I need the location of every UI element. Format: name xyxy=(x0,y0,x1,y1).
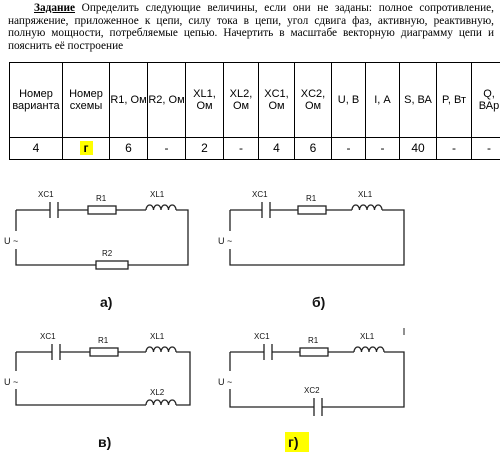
caption-d: г) xyxy=(288,434,299,450)
header-current: I, А xyxy=(366,63,400,138)
label-b-xc1: XC1 xyxy=(252,190,268,199)
label-c-xl1: XL1 xyxy=(150,332,165,341)
circuit-a xyxy=(4,190,188,310)
value-xl2: - xyxy=(224,138,259,160)
task-heading: Задание xyxy=(34,2,76,14)
label-c-xl2: XL2 xyxy=(150,388,165,397)
parameters-table xyxy=(9,62,500,160)
scheme-highlight: г xyxy=(80,141,93,155)
task-text: Определить следующие величины, если они не заданы: полное сопротивление, напряжение, приложенное к цепи, силу тока в цепи, угол сдвига фаз, активную, реактивную, полную мощности, потребляемые цепью. Начертить в масштабе векторную диаграмму цепи и пояснить её построение xyxy=(8,2,494,52)
header-variant-number: Номер варианта xyxy=(10,63,63,138)
header-r2: R2, Ом xyxy=(148,63,186,138)
task-statement xyxy=(8,2,494,52)
caption-b: б) xyxy=(312,294,326,310)
header-scheme-number: Номер схемы xyxy=(63,63,110,138)
value-current: - xyxy=(366,138,400,160)
header-active-power: P, Вт xyxy=(437,63,472,138)
value-scheme-number xyxy=(63,138,110,160)
label-d-r1: R1 xyxy=(308,336,319,345)
value-xl1: 2 xyxy=(186,138,224,160)
header-reactive-power: Q, ВАр xyxy=(472,63,500,138)
caption-a: а) xyxy=(100,294,113,310)
value-apparent-power: 40 xyxy=(400,138,437,160)
label-d-source: U ~ xyxy=(218,377,233,387)
header-r1: R1, Ом xyxy=(110,63,148,138)
label-a-xc1: XC1 xyxy=(38,190,54,199)
label-b-source: U ~ xyxy=(218,236,233,246)
table-header-row xyxy=(10,63,500,138)
header-xl1: XL1, Ом xyxy=(186,63,224,138)
value-voltage: - xyxy=(332,138,366,160)
circuit-b xyxy=(218,190,404,310)
table-row xyxy=(10,138,500,160)
circuit-c xyxy=(4,332,190,450)
label-a-source: U ~ xyxy=(4,236,19,246)
value-variant-number: 4 xyxy=(10,138,63,160)
header-apparent-power: S, ВА xyxy=(400,63,437,138)
value-xc1: 4 xyxy=(259,138,295,160)
label-d-xc2: XC2 xyxy=(304,386,320,395)
value-xc2: 6 xyxy=(295,138,332,160)
label-a-r1: R1 xyxy=(96,194,107,203)
label-c-xc1: XC1 xyxy=(40,332,56,341)
label-a-r2: R2 xyxy=(102,249,113,258)
circuit-d xyxy=(218,328,404,452)
label-b-r1: R1 xyxy=(306,194,317,203)
label-b-xl1: XL1 xyxy=(358,190,373,199)
value-r2: - xyxy=(148,138,186,160)
header-xc2: XC2, Ом xyxy=(295,63,332,138)
value-reactive-power: - xyxy=(472,138,500,160)
caption-c: в) xyxy=(98,434,112,450)
label-d-xl1: XL1 xyxy=(360,332,375,341)
label-a-xl1: XL1 xyxy=(150,190,165,199)
circuit-diagrams xyxy=(0,175,500,453)
value-active-power: - xyxy=(437,138,472,160)
label-d-xc1: XC1 xyxy=(254,332,270,341)
label-c-source: U ~ xyxy=(4,377,19,387)
header-xc1: XC1, Ом xyxy=(259,63,295,138)
header-voltage: U, В xyxy=(332,63,366,138)
value-r1: 6 xyxy=(110,138,148,160)
header-xl2: XL2, Ом xyxy=(224,63,259,138)
label-c-r1: R1 xyxy=(98,336,109,345)
